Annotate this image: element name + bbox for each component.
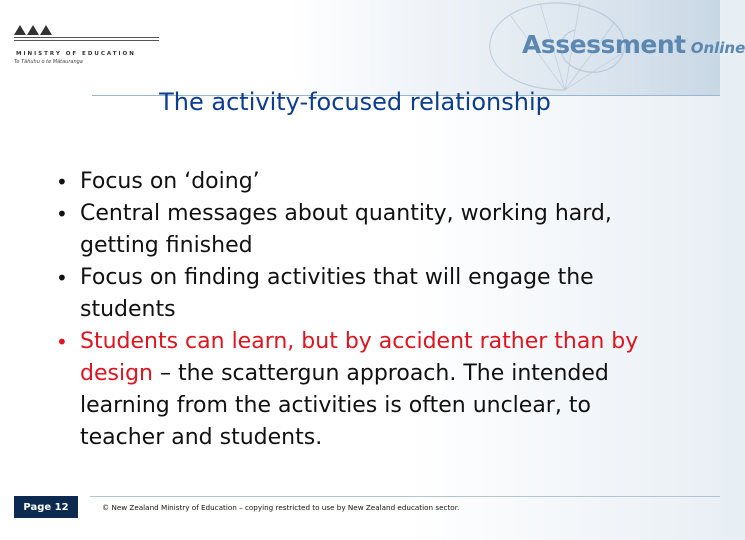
brand-main-text: Assessment bbox=[522, 30, 686, 59]
copyright-notice: © New Zealand Ministry of Education – copying restricted to use by New Zealand education sector. bbox=[102, 503, 460, 512]
bullet-text-emphasis: Students can learn, but by accident rather than by design bbox=[80, 329, 639, 386]
bullet-text: Central messages about quantity, working hard, getting finished bbox=[80, 201, 612, 258]
header-band bbox=[0, 0, 745, 96]
bullet-dot-icon: • bbox=[56, 266, 68, 290]
bullet-dot-icon: • bbox=[56, 202, 68, 226]
list-item bbox=[56, 166, 676, 198]
bullet-dot-icon: • bbox=[56, 330, 68, 354]
list-item bbox=[56, 198, 676, 262]
ministry-emblem-icon bbox=[14, 24, 54, 36]
ministry-name: MINISTRY OF EDUCATION bbox=[16, 51, 136, 57]
slide-title: The activity-focused relationship bbox=[159, 88, 551, 116]
page-number-badge: Page 12 bbox=[14, 496, 78, 518]
list-item bbox=[56, 326, 676, 454]
ministry-logo bbox=[14, 24, 164, 69]
bullet-dot-icon: • bbox=[56, 170, 68, 194]
ministry-maori-name: Te Tāhuhu o te Mātauranga bbox=[14, 59, 83, 65]
bullet-text: Focus on ‘doing’ bbox=[80, 169, 260, 194]
ministry-logo-lines bbox=[14, 37, 159, 43]
bullet-text: Focus on finding activities that will engage the students bbox=[80, 265, 594, 322]
assessment-online-logo bbox=[522, 30, 745, 59]
list-item bbox=[56, 262, 676, 326]
footer-divider bbox=[90, 496, 720, 497]
bullet-text: – the scattergun approach. The intended learning from the activities is often unclear, to teacher and students. bbox=[80, 361, 609, 450]
brand-sub-text: Online bbox=[690, 39, 745, 57]
bullet-list bbox=[56, 166, 676, 454]
